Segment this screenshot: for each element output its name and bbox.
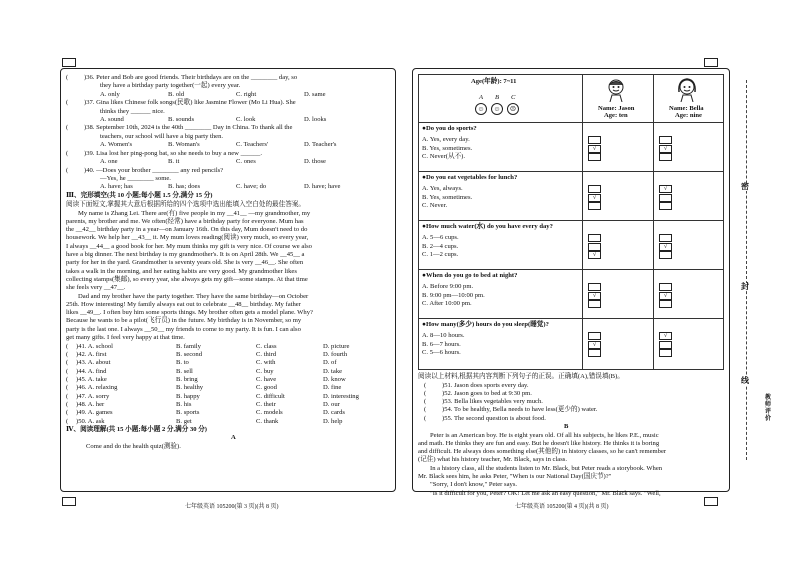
cloze-option-a: )44. A. find (76, 367, 107, 375)
passage-line: Because he wants to be a pilot(飞行员) in the future. My birthday is in November, so my (66, 317, 302, 325)
mcq-stem: )40. —Does your brother ________ any red pencils? (84, 166, 224, 174)
survey-option: A. Before 9:00 pm. (422, 283, 474, 290)
mcq-option: A. sound (100, 115, 124, 123)
mcq-option: D. those (304, 157, 326, 165)
cloze-option-d: D. of (323, 359, 337, 367)
cloze-option-d: D. take (323, 367, 343, 375)
corner-mark (704, 497, 718, 506)
answer-box-bella (659, 194, 672, 202)
left-page-footer: 七年级英语 105200(第 3 页)(共 8 页) (185, 504, 279, 510)
table-col-line (582, 75, 583, 369)
answer-paren: ( (66, 351, 69, 359)
survey-question: ●How many(多少) hours do you sleep(睡觉)? (422, 321, 549, 328)
mcq-option: A. only (100, 90, 120, 98)
answer-box-jason (588, 300, 601, 308)
mcq-option: A. one (100, 157, 118, 165)
age-bella: Age: nine (675, 112, 702, 119)
answer-box-jason: √ (588, 145, 601, 153)
survey-option: B. 2—4 cups. (422, 242, 459, 250)
mcq-continuation: teachers, our school will have a big party then. (100, 132, 224, 140)
row-divider (419, 269, 723, 270)
answer-box-bella (659, 153, 672, 161)
survey-option: B. Yes, sometimes. (422, 144, 473, 152)
teacher-evaluation-label: 教 师 评 价 (765, 395, 772, 422)
cloze-option-a: )45. A. take (76, 376, 107, 383)
answer-box-jason (588, 243, 601, 251)
passage-line: Dad and my brother have the party together. They have the same birthday—on October (78, 292, 309, 300)
mcq-option: B. sounds (168, 115, 195, 123)
mcq-option: C. right (236, 90, 257, 98)
right-page-footer: 七年级英语 105200(第 4 页)(共 8 页) (515, 504, 609, 510)
answer-paren: ( (66, 74, 69, 81)
face-letter: A (479, 94, 484, 101)
cloze-option-d: D. picture (323, 342, 350, 350)
cloze-option-a: )47. A. sorry (76, 392, 110, 400)
face-letter: C (511, 94, 516, 101)
survey-option: B. 6—7 hours. (422, 340, 461, 348)
cloze-option-c: C. their (256, 400, 276, 408)
answer-box-bella (659, 349, 672, 357)
cloze-option-c: C. buy (256, 367, 274, 375)
passage-line: parents, my brother and me. We often(经常) have a birthday party for everyone. Mum has (66, 217, 304, 225)
survey-option: B. 9:00 pm—10:00 pm. (422, 291, 485, 299)
cloze-option-a: )41. A. school (76, 342, 113, 350)
answer-paren: ( (66, 376, 69, 383)
survey-option: C. 5—6 hours. (422, 349, 461, 356)
answer-box-jason (588, 349, 601, 357)
tf-statement: )53. Bella likes vegetables very much. (442, 398, 543, 406)
answer-box-bella: √ (659, 332, 672, 340)
answer-paren: ( (424, 398, 427, 406)
header-divider (419, 122, 723, 123)
face-letter: B (495, 94, 500, 101)
row-divider (419, 171, 723, 172)
answer-paren: ( (66, 99, 69, 107)
section3-instructions: 阅读下面短文,掌握其大意后根据所给的四个选项中选出能填入空白处的最佳答案。 (66, 200, 306, 208)
answer-box-jason (588, 332, 601, 340)
cloze-option-b: B. bring (176, 376, 198, 383)
answer-box-jason (588, 185, 601, 193)
mcq-stem: )39. Lisa lost her ping-pong bat, so she needs to buy a new ______. (84, 149, 263, 157)
cloze-option-b: B. happy (176, 392, 200, 400)
survey-table (418, 74, 724, 370)
answer-box-bella (659, 300, 672, 308)
mcq-stem: )36. Peter and Bob are good friends. Their birthdays are on the ________ day, so (84, 74, 298, 81)
passage-b-line: Mr. Black sees him, he asks Peter, "When is our National Day(国庆节)?" (418, 473, 612, 480)
passage-b-line: "Is it difficult for you, Peter? OK! Let me ask an easy question," Mr. Black says. "Well, (430, 489, 661, 497)
mcq-stem: )38. September 10th, 2024 is the 40th ________ Day in China. To thank all the (84, 124, 293, 132)
survey-option: C. 1—2 cups. (422, 251, 459, 258)
smiley-face-icon: ☺ (491, 103, 503, 115)
seal-char-xian: 线 (741, 376, 749, 385)
mcq-option: D. same (304, 90, 326, 98)
answer-box-bella: √ (659, 185, 672, 193)
cloze-option-b: B. healthy (176, 384, 204, 392)
passage-b-line: In a history class, all the students listen to Mr. Black, but Peter reads a storybook. When (430, 464, 663, 472)
name-bella: Name: Bella (669, 105, 704, 112)
cloze-option-d: D. help (323, 417, 343, 425)
answer-paren: ( (66, 400, 69, 408)
passage-line: takes a walk in the morning, and her eating habits are very good. My grandmother likes (66, 267, 297, 275)
cloze-option-b: B. his (176, 400, 192, 408)
cloze-option-c: C. good (256, 384, 277, 392)
survey-option: C. Never. (422, 202, 448, 209)
passage-line: have a big dinner. The next birthday is my grandmother's. It is on April 28th. We __45__ a (66, 251, 305, 258)
answer-box-bella (659, 341, 672, 349)
passage-line: collecting stamps(集邮), so every year, she always gets my gift—some stamps. At that time (66, 275, 308, 283)
left-page-content (66, 74, 390, 484)
mcq-continuation: they have a birthday party together(一起) every year. (100, 82, 241, 90)
passage-b-line: (记住) what his history teacher, Mr. Black, says in class. (418, 456, 567, 464)
survey-option: C. Never(从不). (422, 153, 466, 160)
cloze-option-c: C. third (256, 351, 277, 359)
cloze-option-c: C. with (256, 359, 276, 367)
cloze-option-a: )50. A. ask (76, 417, 105, 425)
answer-paren: ( (66, 359, 69, 367)
cloze-option-d: D. our (323, 400, 340, 408)
row-divider (419, 220, 723, 221)
tf-instructions: 阅读以上材料,根据其内容判断下列句子的正误。正确填(A),错误填(B)。 (418, 373, 624, 380)
section4-title: Ⅳ、阅读理解(共 15 小题;每小题 2 分,满分 30 分) (66, 425, 207, 433)
answer-box-jason: √ (588, 194, 601, 202)
avatar-jason-icon (606, 78, 626, 102)
answer-paren: ( (66, 342, 69, 350)
avatar-bella-icon (677, 78, 697, 102)
survey-question: ●When do you go to bed at night? (422, 272, 518, 279)
cloze-option-a: )42. A. first (76, 351, 107, 359)
mcq-option: C. look (236, 115, 256, 123)
mcq-option: B. it (168, 157, 180, 165)
cloze-option-d: D. know (323, 376, 346, 383)
passage-b-line: "Sorry, I don't know," Peter says. (430, 481, 518, 489)
corner-mark (704, 58, 718, 67)
seal-line (746, 80, 747, 460)
age-jason: Age: ten (604, 112, 628, 119)
mcq-stem: )37. Gina likes Chinese folk songs(民歌) like Jasmine Flower (Mo Li Hua). She (84, 99, 296, 107)
mcq-option: D. have; have (304, 183, 341, 191)
answer-box-bella (659, 136, 672, 144)
answer-paren: ( (424, 389, 427, 397)
answer-paren: ( (66, 409, 69, 417)
survey-option: B. Yes, sometimes. (422, 193, 473, 201)
section3-title: Ⅲ、完形填空(共 10 小题;每小题 1.5 分,满分 15 分) (66, 192, 213, 200)
cloze-option-c: C. difficult (256, 392, 285, 400)
answer-paren: ( (66, 124, 69, 132)
cloze-option-c: C. have (256, 376, 277, 383)
passage-line: the __42__ birthday party in a year—on January 16th. On this day, Mum doesn't need to do (66, 226, 308, 234)
smiley-face-icon: ☹ (507, 103, 519, 115)
mcq-continuation: thinks they ______ nice. (100, 107, 165, 115)
smiley-face-icon: ☺ (475, 103, 487, 115)
corner-mark (62, 497, 76, 506)
mcq-option: B. old (168, 90, 185, 98)
survey-option: A. Yes, every day. (422, 136, 470, 143)
passage-line: housework. We help her __43__ it. My mum loves reading(阅读) very much, so every year, (66, 234, 309, 242)
answer-box-jason: √ (588, 251, 601, 259)
seal-char-mi: 密 (741, 182, 749, 191)
corner-mark (62, 58, 76, 67)
cloze-option-a: )49. A. games (76, 409, 113, 417)
cloze-option-a: )48. A. her (76, 400, 105, 408)
row-divider (419, 318, 723, 319)
answer-box-bella (659, 283, 672, 291)
cloze-option-d: D. interesting (323, 392, 359, 400)
mcq-option: B. Woman's (168, 141, 200, 148)
cloze-option-d: D. cards (323, 409, 345, 417)
cloze-option-d: D. fourth (323, 351, 348, 359)
answer-paren: ( (66, 417, 69, 425)
passage-line: I always __44__ a good book for her. My mum thinks my gift is very nice. Of course we also (66, 242, 312, 250)
cloze-option-c: C. thank (256, 417, 279, 425)
passage-b-line: and math. He thinks they are fun and easy. But he doesn't like history. He thinks it is boring (418, 439, 660, 447)
cloze-option-c: C. models (256, 409, 283, 417)
answer-box-bella: √ (659, 243, 672, 251)
answer-paren: ( (66, 149, 69, 157)
answer-box-bella: √ (659, 145, 672, 153)
cloze-option-b: B. get (176, 417, 192, 425)
passage-line: party is the last one. I always __50__ my friends to come to my party. It is fun. I can also (66, 325, 301, 333)
mcq-option: D. Teacher's (304, 141, 337, 148)
passage-b-line: Peter is an American boy. He is eight years old. Of all his subjects, he likes P.E., music (430, 431, 659, 439)
cloze-option-d: D. fine (323, 384, 342, 392)
cloze-option-b: B. sell (176, 367, 193, 375)
answer-paren: ( (66, 392, 69, 400)
cloze-option-b: B. family (176, 342, 201, 350)
mcq-option: D. looks (304, 115, 327, 123)
tf-statement: )51. Jason does sports every day. (442, 381, 529, 389)
answer-paren: ( (66, 367, 69, 375)
answer-box-jason (588, 234, 601, 242)
tf-statement: )54. To be healthy, Bella needs to have less(更少的) water. (442, 406, 598, 414)
table-col-line (653, 75, 654, 369)
survey-option: A. 8—10 hours. (422, 332, 465, 339)
passage-line: likes __49__. I often buy him some sports things. My brother often gets a model plane. Why? (66, 309, 313, 317)
survey-question: ●Do you eat vegetables for lunch? (422, 174, 518, 181)
answer-box-bella (659, 202, 672, 210)
passage-b-label: B (564, 423, 569, 430)
section4-a-text: Come and do the health quiz(测验). (86, 442, 181, 450)
answer-box-jason (588, 153, 601, 161)
mcq-option: A. have; has (100, 183, 133, 191)
seal-char-feng: 封 (741, 282, 749, 291)
cloze-option-a: )43. A. about (76, 359, 111, 367)
passage-line: 25th. How interesting! My family always eat out to celebrate __48__ birthday. My father (66, 300, 301, 308)
answer-box-jason (588, 283, 601, 291)
answer-box-jason (588, 136, 601, 144)
mcq-option: B. has; does (168, 183, 201, 191)
mcq-continuation: —Yes, he ________ some. (100, 174, 171, 182)
passage-b-line: and difficult. He always does something else(其他的) in history classes, so he can't remember (418, 448, 667, 456)
cloze-option-c: C. class (256, 342, 277, 350)
survey-option: A. 5—6 cups. (422, 234, 459, 241)
answer-box-jason: √ (588, 292, 601, 300)
right-page-content (418, 74, 722, 497)
answer-box-bella (659, 251, 672, 259)
survey-option: C. After 10:00 pm. (422, 300, 472, 307)
cloze-option-b: B. to (176, 359, 189, 367)
answer-paren: ( (66, 166, 69, 174)
passage-line: party for her in the yard. Grandmother is seventy years old. She is very __46__. She often (66, 259, 304, 267)
cloze-option-a: )46. A. relaxing (76, 384, 118, 392)
mcq-option: C. ones (236, 157, 256, 165)
section4-part-a: A (231, 434, 236, 442)
answer-paren: ( (424, 381, 427, 389)
passage-line: she feels very __47__. (66, 284, 126, 292)
cloze-option-b: B. second (176, 351, 203, 359)
name-jason: Name: Jason (598, 105, 635, 112)
survey-question: ●Do you do sports? (422, 125, 477, 132)
passage-line: get many gifts. I feel very happy at that time. (66, 334, 185, 341)
mcq-option: C. have; do (236, 183, 267, 191)
survey-question: ●How much water(水) do you have every day? (422, 223, 553, 230)
tf-statement: )55. The second question is about food. (442, 414, 546, 422)
answer-box-jason: √ (588, 341, 601, 349)
answer-box-bella (659, 234, 672, 242)
age-label: Age(年龄): 7~11 (471, 78, 517, 85)
answer-paren: ( (66, 384, 69, 392)
passage-line: My name is Zhang Lei. There are(有) five people in my __41__ —my grandmother, my (78, 209, 311, 217)
answer-paren: ( (424, 414, 427, 422)
tf-statement: )52. Jason goes to bed at 9:30 pm. (442, 389, 532, 397)
mcq-option: C. Teachers' (236, 141, 269, 148)
answer-paren: ( (424, 406, 427, 414)
cloze-option-b: B. sports (176, 409, 200, 417)
answer-box-jason (588, 202, 601, 210)
answer-box-bella: √ (659, 292, 672, 300)
mcq-option: A. Women's (100, 141, 133, 148)
survey-option: A. Yes, always. (422, 185, 463, 192)
